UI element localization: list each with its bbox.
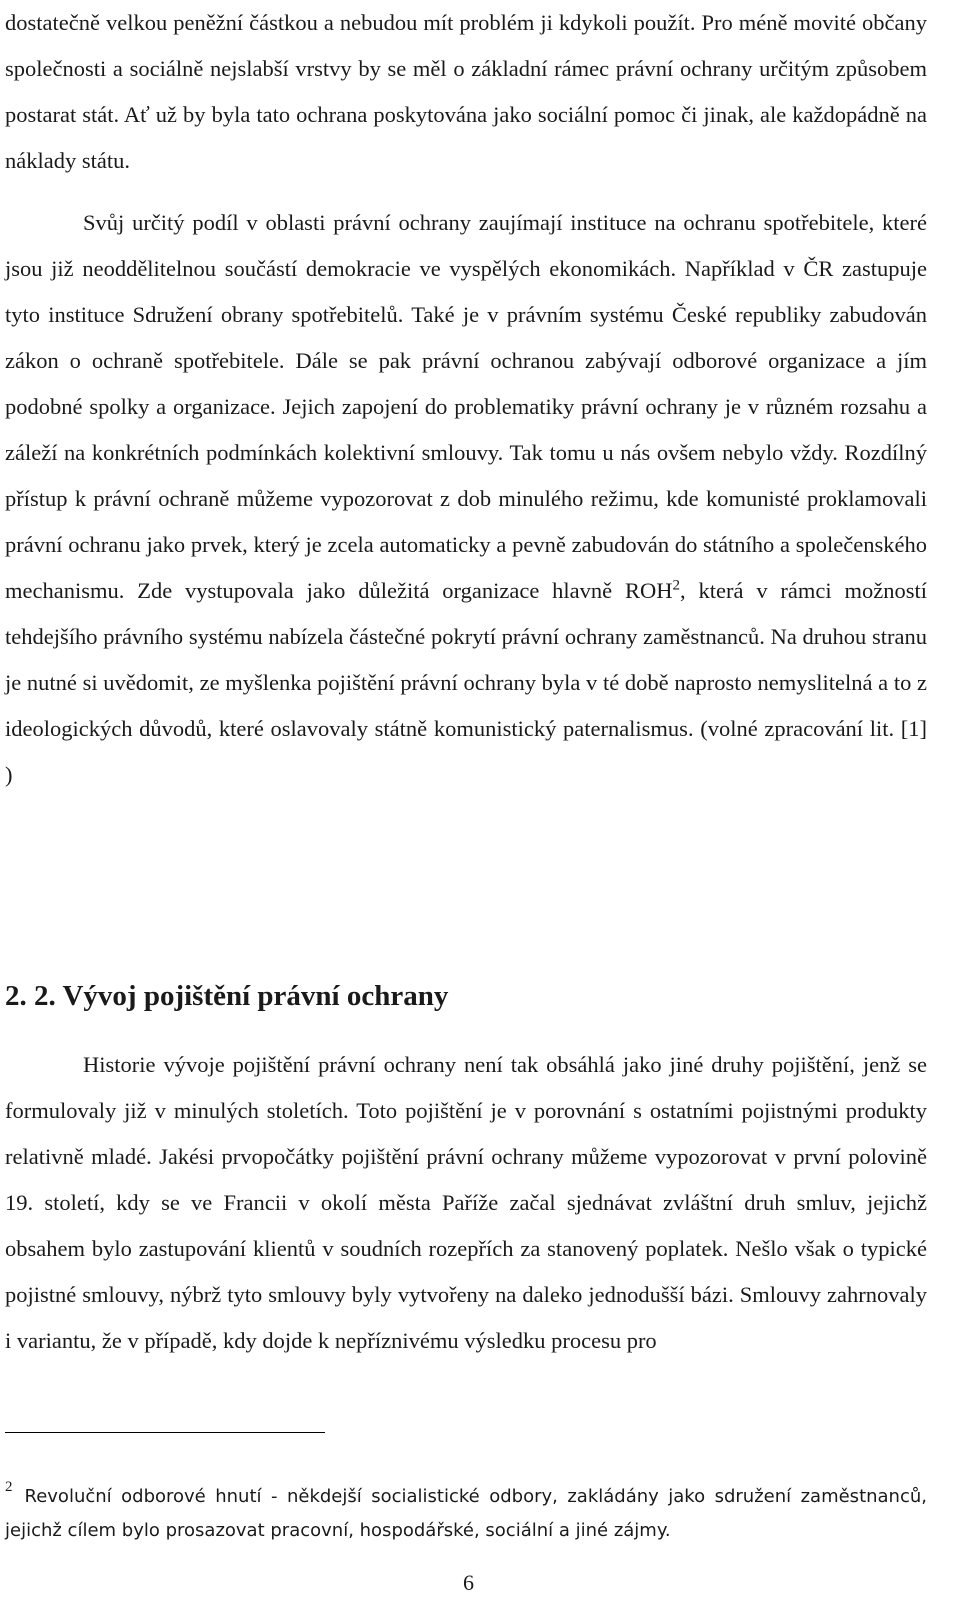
paragraph-text-continued: , která v rámci možností tehdejšího právního systému nabízela částečné pokrytí právní ochrany zaměstnanců. Na druhou stranu je nutné si uvědomit, ze myšlenka pojištění právní ochrany byla v té době naprosto nemyslitelná a to z ideologických důvodů, které oslavovaly státně komunistický paternalismus. (volné zpracování lit. [1] ) [5, 578, 927, 787]
paragraph-consumer-protection [5, 200, 927, 798]
page-number: 6 [463, 1570, 474, 1595]
paragraph-history: Historie vývoje pojištění právní ochrany není tak obsáhlá jako jiné druhy pojištění, jenž se formulovaly již v minulých stoletích. Toto pojištění je v porovnání s ostatními pojistnými produkty relativně mladé. Jakési prvopočátky pojištění právní ochrany můžeme vypozorovat v první polovině 19. století, kdy se ve Francii v okolí města Paříže začal sjednávat zvláštní druh smluv, jejichž obsahem bylo zastupování klientů v soudních rozepřích za stanovený poplatek. Nešlo však o typické pojistné smlouvy, nýbrž tyto smlouvy byly vytvořeny na daleko jednodušší bázi. Smlouvy zahrnovaly i variantu, že v případě, kdy dojde k nepříznivému výsledku procesu pro [5, 1052, 927, 1353]
footnote-reference: 2 [672, 577, 681, 594]
section-heading: 2. 2. Vývoj pojištění právní ochrany [5, 980, 449, 1012]
footnote-text: Revoluční odborové hnutí - někdejší socialistické odbory, zakládány jako sdružení zaměstnanců, jejichž cílem bylo prosazovat pracovní, hospodářské, sociální a jiné zájmy. [5, 1486, 927, 1541]
footnote-divider [5, 1432, 325, 1433]
paragraph-intro: dostatečně velkou peněžní částkou a nebudou mít problém ji kdykoli použít. Pro méně movité občany společnosti a sociálně nejslabší vrstvy by se měl o základní rámec právní ochrany určitým způsobem postarat stát. Ať už by byla tato ochrana poskytována jako sociální pomoc či jinak, ale každopádně na náklady státu. [5, 10, 927, 173]
footnote-mark: 2 [5, 1479, 13, 1495]
paragraph-text: Svůj určitý podíl v oblasti právní ochrany zaujímají instituce na ochranu spotřebitele, které jsou již neoddělitelnou součástí demokracie ve vyspělých ekonomikách. Například v ČR zastupuje tyto instituce Sdružení obrany spotřebitelů. Také je v právním systému České republiky zabudován zákon o ochraně spotřebitele. Dále se pak právní ochranou zabývají odborové organizace a jím podobné spolky a organizace. Jejich zapojení do problematiky právní ochrany je v různém rozsahu a záleží na konkrétních podmínkách kolektivní smlouvy. Tak tomu u nás ovšem nebylo vždy. Rozdílný přístup k právní ochraně můžeme vypozorovat z dob minulého režimu, kde komunisté proklamovali právní ochranu jako prvek, který je zcela automaticky a pevně zabudován do státního a společenského mechanismu. Zde vystupovala jako důležitá organizace hlavně ROH [5, 210, 927, 603]
footnote [5, 1470, 927, 1548]
